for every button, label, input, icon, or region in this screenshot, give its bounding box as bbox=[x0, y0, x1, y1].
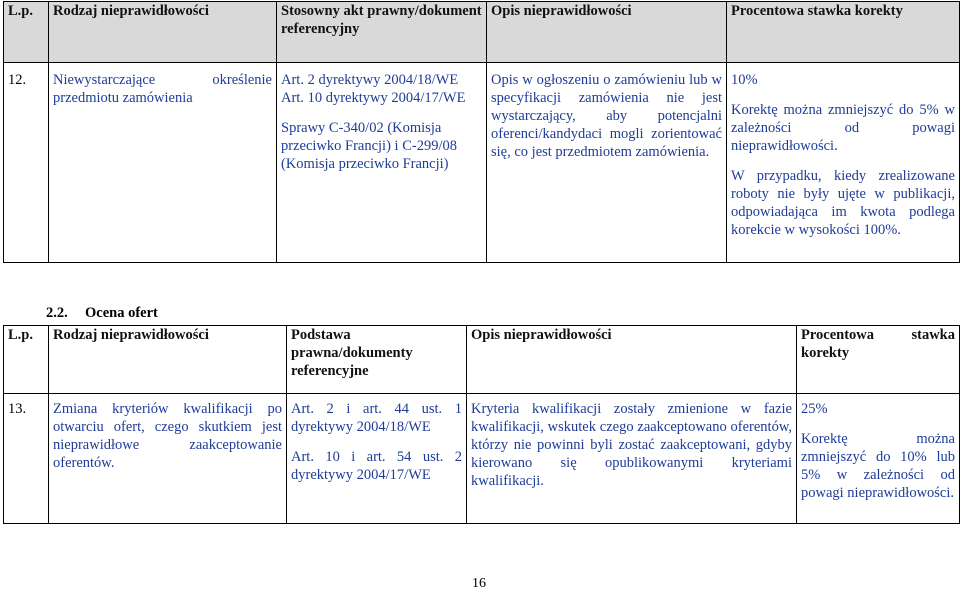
table-irregularities-13 bbox=[3, 325, 960, 524]
cell-stawka bbox=[727, 63, 960, 263]
stawka-note-1: Korektę można zmniejszyć do 5% w zależności od powagi nieprawidłowości. bbox=[731, 102, 955, 154]
header-lp: L.p. bbox=[4, 2, 49, 63]
cell-lp: 12. bbox=[4, 63, 49, 263]
header-rodzaj: Rodzaj nieprawidłowości bbox=[49, 326, 287, 394]
cell-opis: Opis w ogłoszeniu o zamówieniu lub w specyfikacji zamówienia nie jest wystarczający, aby potencjalni oferenci/kandydaci mogli zorientować się, co jest przedmiotem zamówienia. bbox=[487, 63, 727, 263]
section-heading bbox=[46, 304, 158, 322]
cell-lp: 13. bbox=[4, 394, 49, 524]
cell-rodzaj: Zmiana kryteriów kwalifikacji po otwarciu ofert, czego skutkiem jest nieprawidłowe zaakceptowanie oferentów. bbox=[49, 394, 287, 524]
header-akt: Stosowny akt prawny/dokument referencyjny bbox=[277, 2, 487, 63]
cell-podstawa bbox=[287, 394, 467, 524]
akt-line-1: Art. 2 dyrektywy 2004/18/WE bbox=[281, 72, 459, 88]
cell-akt bbox=[277, 63, 487, 263]
header-lp: L.p. bbox=[4, 326, 49, 394]
podstawa-line-2: Art. 10 i art. 54 ust. 2 dyrektywy 2004/17/WE bbox=[291, 449, 462, 483]
table-header-row bbox=[4, 2, 960, 63]
header-opis: Opis nieprawidłowości bbox=[487, 2, 727, 63]
akt-line-2: Art. 10 dyrektywy 2004/17/WE bbox=[281, 90, 466, 106]
stawka-value: 25% bbox=[801, 401, 828, 417]
page-number: 16 bbox=[472, 576, 486, 591]
stawka-value: 10% bbox=[731, 72, 758, 88]
stawka-note: Korektę można zmniejszyć do 10% lub 5% w zależności od powagi nieprawidłowości. bbox=[801, 431, 955, 501]
table-row bbox=[4, 394, 960, 524]
header-rodzaj: Rodzaj nieprawidłowości bbox=[49, 2, 277, 63]
cell-opis: Kryteria kwalifikacji zostały zmienione w fazie kwalifikacji, wskutek czego zaakceptowano oferentów, którzy nie powinni byli zostać zaakceptowani, gdyby kierowano się opublikowanymi kryteriami kwalifikacji. bbox=[467, 394, 797, 524]
header-stawka: Procentowa stawka korekty bbox=[727, 2, 960, 63]
header-stawka: Procentowa stawka korekty bbox=[797, 326, 960, 394]
section-number: 2.2. bbox=[46, 305, 68, 321]
table-irregularities-12 bbox=[3, 1, 960, 263]
table-header-row bbox=[4, 326, 960, 394]
section-title: Ocena ofert bbox=[85, 305, 158, 321]
podstawa-line-1: Art. 2 i art. 44 ust. 1 dyrektywy 2004/18/WE bbox=[291, 401, 462, 435]
table-row bbox=[4, 63, 960, 263]
akt-line-3: Sprawy C-340/02 (Komisja przeciwko Francji) i C-299/08 (Komisja przeciwko Francji) bbox=[281, 120, 457, 172]
header-opis: Opis nieprawidłowości bbox=[467, 326, 797, 394]
cell-rodzaj: Niewystarczające określenie przedmiotu zamówienia bbox=[49, 63, 277, 263]
stawka-note-2: W przypadku, kiedy zrealizowane roboty nie były ujęte w publikacji, odpowiadająca im kwota podlega korekcie w wysokości 100%. bbox=[731, 168, 955, 238]
cell-stawka bbox=[797, 394, 960, 524]
header-podstawa: Podstawa prawna/dokumenty referencyjne bbox=[287, 326, 467, 394]
